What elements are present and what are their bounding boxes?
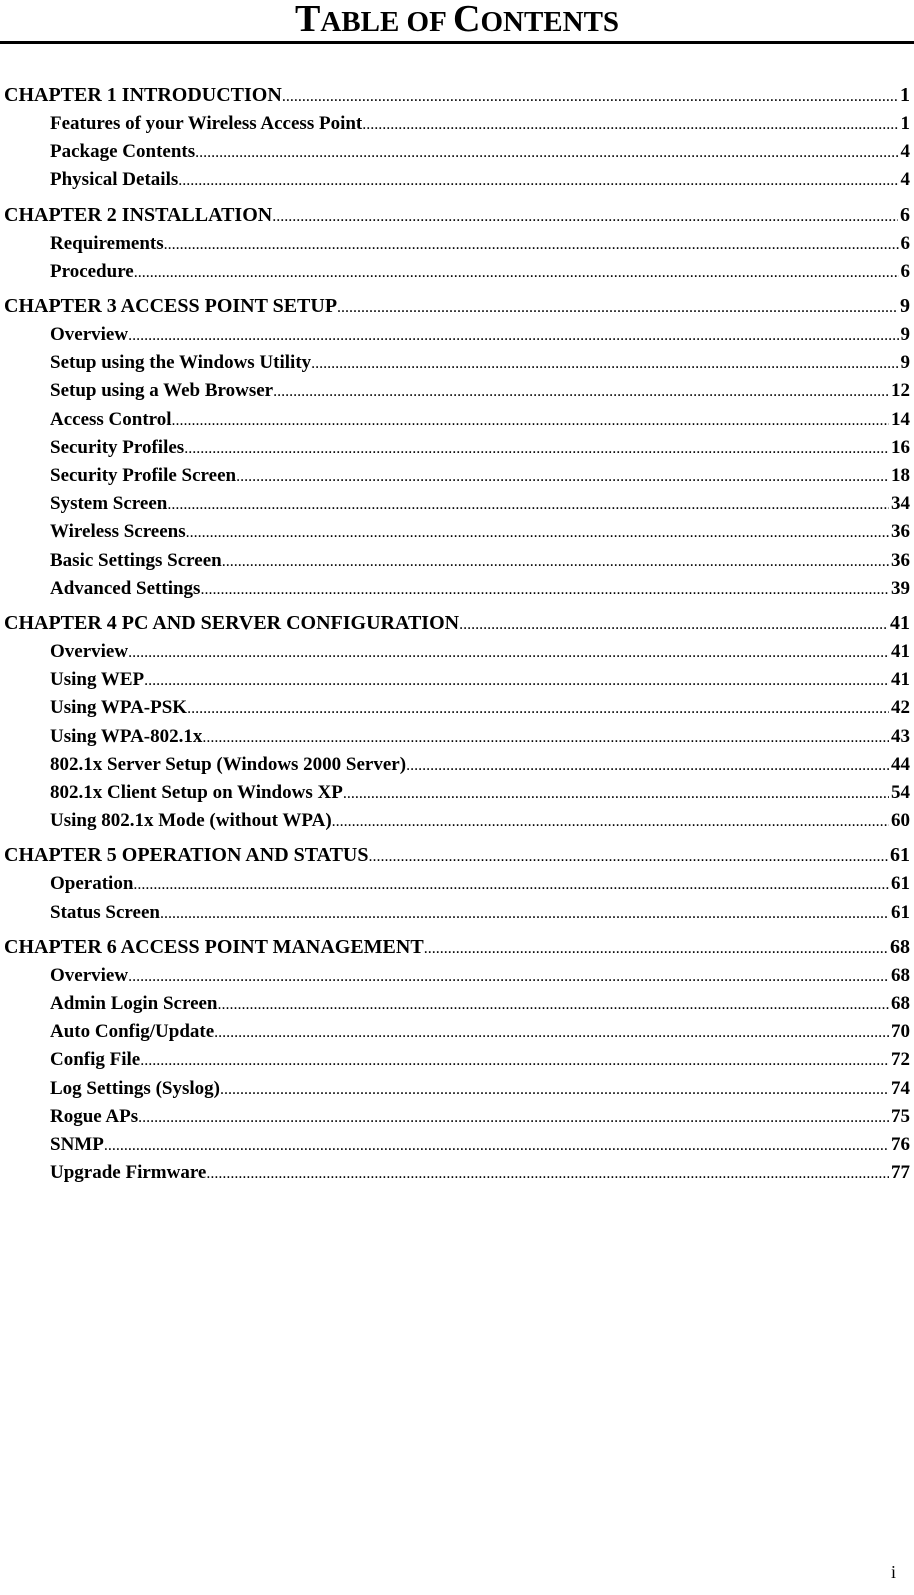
toc-section-entry[interactable] xyxy=(4,990,910,1018)
toc-chapter-title: CHAPTER 4 PC AND SERVER CONFIGURATION xyxy=(4,612,460,635)
toc-dot-leader xyxy=(184,435,889,462)
toc-section-page: 70 xyxy=(891,1021,910,1043)
toc-chapter-page: 6 xyxy=(900,203,910,226)
toc-dot-leader xyxy=(282,83,898,110)
toc-dot-leader xyxy=(140,1047,889,1074)
toc-section-page: 16 xyxy=(891,436,910,458)
toc-section-title: Package Contents xyxy=(50,141,196,163)
toc-section-title: Upgrade Firmware xyxy=(50,1162,207,1184)
toc-section-title: Overview xyxy=(50,964,129,986)
toc-section-page: 4 xyxy=(900,141,910,163)
title-divider xyxy=(0,41,914,44)
toc-section-title: Using 802.1x Mode (without WPA) xyxy=(50,810,332,832)
toc-section-page: 72 xyxy=(891,1049,910,1071)
toc-section-title: Procedure xyxy=(50,260,134,282)
toc-section-page: 9 xyxy=(900,352,910,374)
toc-dot-leader xyxy=(406,752,889,779)
toc-section-entry[interactable] xyxy=(4,406,910,434)
toc-section-title: System Screen xyxy=(50,493,168,515)
toc-section-page: 36 xyxy=(891,549,910,571)
toc-section-title: Rogue APs xyxy=(50,1105,139,1127)
toc-section-entry[interactable] xyxy=(4,138,910,166)
toc-chapter-entry[interactable] xyxy=(4,202,910,230)
toc-dot-leader xyxy=(311,350,898,377)
toc-section-entry[interactable] xyxy=(4,1018,910,1046)
toc-dot-leader xyxy=(164,231,899,258)
toc-section-title: Auto Config/Update xyxy=(50,1021,215,1043)
toc-dot-leader xyxy=(133,871,889,898)
toc-section-page: 6 xyxy=(900,232,910,254)
toc-chapter-entry[interactable] xyxy=(4,293,910,321)
toc-dot-leader xyxy=(172,407,889,434)
title-cap-c: C xyxy=(452,0,481,40)
toc-dot-leader xyxy=(200,576,889,603)
toc-section-title: SNMP xyxy=(50,1134,104,1156)
toc-section-title: Wireless Screens xyxy=(50,521,186,543)
toc-section-entry[interactable] xyxy=(4,962,910,990)
toc-dot-leader xyxy=(128,639,889,666)
toc-dot-leader xyxy=(272,203,898,230)
toc-chapter-entry[interactable] xyxy=(4,842,910,870)
title-rest-contents: ONTENTS xyxy=(480,6,620,38)
toc-dot-leader xyxy=(178,167,898,194)
toc-dot-leader xyxy=(128,963,889,990)
toc-chapter-page: 61 xyxy=(890,844,910,867)
toc-dot-leader xyxy=(236,463,889,490)
toc-dot-leader xyxy=(369,843,889,870)
toc-section-page: 54 xyxy=(891,782,910,804)
toc-section-entry[interactable] xyxy=(4,547,910,575)
toc-section-entry[interactable] xyxy=(4,870,910,898)
toc-section-page: 44 xyxy=(891,753,910,775)
toc-dot-leader xyxy=(104,1132,889,1159)
toc-section-entry[interactable] xyxy=(4,462,910,490)
toc-section-entry[interactable] xyxy=(4,666,910,694)
table-of-contents xyxy=(4,82,910,1188)
toc-dot-leader xyxy=(222,548,889,575)
toc-section-title: Log Settings (Syslog) xyxy=(50,1077,220,1099)
toc-section-title: Setup using the Windows Utility xyxy=(50,352,312,374)
toc-section-entry[interactable] xyxy=(4,779,910,807)
toc-dot-leader xyxy=(206,1160,889,1187)
page-title xyxy=(0,0,914,41)
toc-section-title: Using WPA-802.1x xyxy=(50,725,203,747)
toc-dot-leader xyxy=(337,294,898,321)
page-number: i xyxy=(890,1562,896,1582)
toc-section-page: 1 xyxy=(900,113,910,134)
toc-section-page: 61 xyxy=(891,901,910,923)
toc-section-page: 14 xyxy=(891,408,910,430)
toc-section-page: 18 xyxy=(891,465,910,487)
toc-dot-leader xyxy=(202,724,889,751)
toc-chapter-title: CHAPTER 3 ACCESS POINT SETUP xyxy=(4,295,338,318)
toc-section-entry[interactable] xyxy=(4,807,910,835)
toc-dot-leader xyxy=(220,1076,889,1103)
toc-dot-leader xyxy=(138,1104,889,1131)
toc-section-title: Using WPA-PSK xyxy=(50,697,188,719)
toc-section-entry[interactable] xyxy=(4,751,910,779)
toc-chapter-title: CHAPTER 6 ACCESS POINT MANAGEMENT xyxy=(4,935,424,958)
toc-section-title: 802.1x Client Setup on Windows XP xyxy=(50,782,343,804)
toc-section-title: Access Control xyxy=(50,408,172,430)
toc-section-title: Operation xyxy=(50,873,134,895)
toc-section-title: Basic Settings Screen xyxy=(50,549,222,571)
toc-dot-leader xyxy=(332,808,889,835)
toc-section-entry[interactable] xyxy=(4,575,910,603)
toc-section-entry[interactable] xyxy=(4,1075,910,1103)
toc-section-title: Requirements xyxy=(50,232,164,254)
toc-dot-leader xyxy=(218,991,889,1018)
toc-chapter-entry[interactable] xyxy=(4,610,910,638)
toc-dot-leader xyxy=(362,111,898,138)
toc-section-title: Advanced Settings xyxy=(50,577,201,599)
toc-section-page: 41 xyxy=(891,641,910,663)
toc-section-page: 42 xyxy=(891,697,910,719)
toc-chapter-title: CHAPTER 2 INSTALLATION xyxy=(4,203,273,226)
toc-section-page: 12 xyxy=(891,380,910,402)
toc-section-title: Overview xyxy=(50,324,129,346)
toc-dot-leader xyxy=(186,519,889,546)
toc-section-page: 6 xyxy=(900,260,910,282)
toc-dot-leader xyxy=(134,259,899,286)
toc-section-title: Physical Details xyxy=(50,169,179,191)
toc-section-entry[interactable] xyxy=(4,490,910,518)
title-rest-table-of: ABLE OF xyxy=(320,6,453,38)
toc-section-title: 802.1x Server Setup (Windows 2000 Server) xyxy=(50,753,407,775)
toc-section-entry[interactable] xyxy=(4,321,910,349)
toc-dot-leader xyxy=(167,491,889,518)
toc-section-page: 60 xyxy=(891,810,910,832)
toc-section-page: 34 xyxy=(891,493,910,515)
toc-chapter-entry[interactable] xyxy=(4,934,910,962)
toc-section-entry[interactable] xyxy=(4,1046,910,1074)
toc-section-title: Status Screen xyxy=(50,901,160,923)
toc-section-entry[interactable] xyxy=(4,1159,910,1187)
toc-section-page: 4 xyxy=(900,169,910,191)
toc-section-title: Config File xyxy=(50,1049,141,1071)
toc-dot-leader xyxy=(160,900,889,927)
toc-chapter-page: 1 xyxy=(900,84,910,106)
toc-section-entry[interactable] xyxy=(4,518,910,546)
toc-dot-leader xyxy=(195,139,898,166)
toc-chapter-page: 9 xyxy=(900,295,910,318)
toc-dot-leader xyxy=(144,667,889,694)
toc-section-page: 74 xyxy=(891,1077,910,1099)
toc-section-page: 76 xyxy=(891,1134,910,1156)
toc-section-title: Features of your Wireless Access Point xyxy=(50,113,363,134)
toc-section-entry[interactable] xyxy=(4,110,910,138)
toc-section-entry[interactable] xyxy=(4,230,910,258)
toc-section-title: Security Profile Screen xyxy=(50,465,237,487)
toc-chapter-entry[interactable] xyxy=(4,82,910,110)
toc-section-entry[interactable] xyxy=(4,349,910,377)
toc-section-entry[interactable] xyxy=(4,258,910,286)
toc-section-page: 39 xyxy=(891,577,910,599)
toc-section-entry[interactable] xyxy=(4,723,910,751)
toc-section-title: Setup using a Web Browser xyxy=(50,380,274,402)
toc-section-page: 36 xyxy=(891,521,910,543)
toc-chapter-page: 68 xyxy=(890,935,910,958)
toc-dot-leader xyxy=(459,611,888,638)
toc-section-page: 41 xyxy=(891,669,910,691)
toc-section-entry[interactable] xyxy=(4,694,910,722)
toc-section-entry[interactable] xyxy=(4,377,910,405)
toc-section-page: 68 xyxy=(891,964,910,986)
toc-section-entry[interactable] xyxy=(4,1103,910,1131)
toc-chapter-title: CHAPTER 5 OPERATION AND STATUS xyxy=(4,844,369,867)
toc-section-page: 9 xyxy=(900,324,910,346)
toc-section-entry[interactable] xyxy=(4,1131,910,1159)
toc-section-page: 77 xyxy=(891,1162,910,1184)
toc-section-title: Security Profiles xyxy=(50,436,185,458)
toc-dot-leader xyxy=(187,695,889,722)
toc-section-entry[interactable] xyxy=(4,166,910,194)
toc-chapter-title: CHAPTER 1 INTRODUCTION xyxy=(4,84,282,106)
toc-dot-leader xyxy=(343,780,889,807)
toc-dot-leader xyxy=(273,378,889,405)
toc-section-page: 43 xyxy=(891,725,910,747)
toc-section-entry[interactable] xyxy=(4,899,910,927)
toc-dot-leader xyxy=(128,322,898,349)
toc-section-page: 61 xyxy=(891,873,910,895)
toc-section-entry[interactable] xyxy=(4,638,910,666)
toc-section-title: Admin Login Screen xyxy=(50,993,218,1015)
toc-section-title: Overview xyxy=(50,641,129,663)
toc-section-page: 68 xyxy=(891,993,910,1015)
toc-section-page: 75 xyxy=(891,1105,910,1127)
toc-section-title: Using WEP xyxy=(50,669,145,691)
toc-dot-leader xyxy=(214,1019,889,1046)
toc-section-entry[interactable] xyxy=(4,434,910,462)
toc-chapter-page: 41 xyxy=(890,612,910,635)
toc-dot-leader xyxy=(424,935,888,962)
title-cap-t: T xyxy=(294,0,321,40)
